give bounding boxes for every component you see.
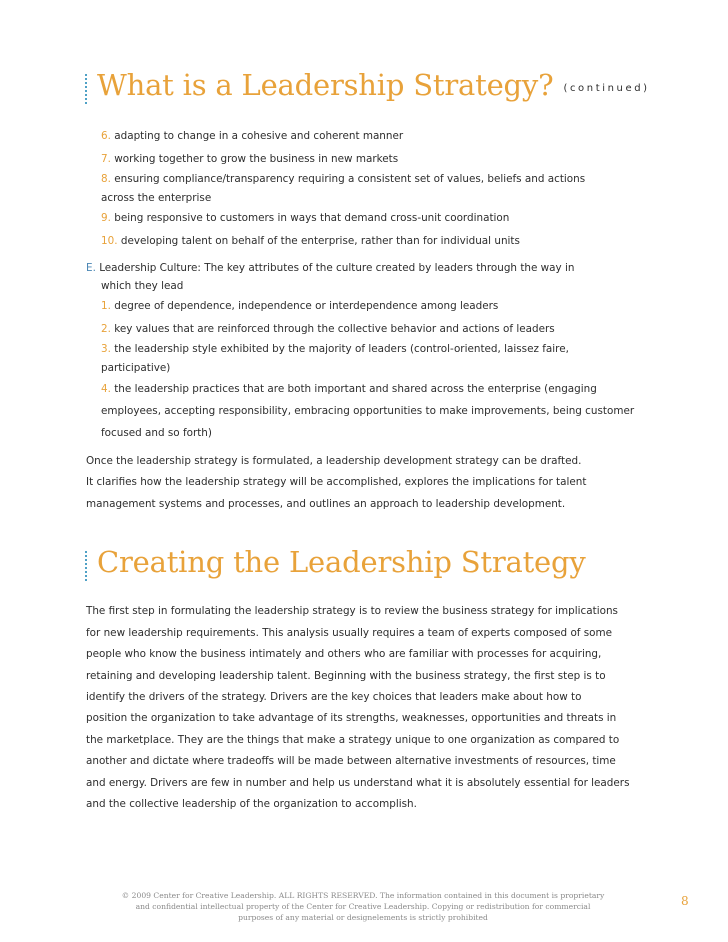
list-text: working together to grow the business in new markets [114, 153, 399, 165]
paragraph-line: and energy. Drivers are few in number and help us understand what it is absolutely essential for leaders [86, 777, 630, 789]
heading-title: Creating the Leadership Strategy [97, 545, 586, 579]
list-text: being responsive to customers in ways that demand cross-unit coordination [114, 212, 510, 224]
section-heading-leadership-strategy [85, 68, 650, 102]
list-number: 8. [101, 173, 111, 185]
footer-line: purposes of any material or designelements is strictly prohibited [238, 913, 488, 922]
copyright-footer [118, 890, 608, 923]
paragraph-line: people who know the business intimately and others who are familiar with processes for acquiring, [86, 648, 602, 660]
list-item-continuation: across the enterprise [101, 192, 212, 204]
footer-line: © 2009 Center for Creative Leadership. ALL RIGHTS RESERVED. The information contained in this document is proprietary [121, 891, 605, 900]
list-text: developing talent on behalf of the enterprise, rather than for individual units [120, 235, 520, 247]
list-text: adapting to change in a cohesive and coherent manner [114, 130, 404, 142]
list-item [101, 343, 569, 356]
list-item [101, 173, 585, 186]
list-item [101, 300, 498, 313]
list-text: degree of dependence, independence or interdependence among leaders [114, 300, 499, 312]
list-text: the leadership practices that are both important and shared across the enterprise (engaging [114, 383, 597, 395]
paragraph-line: It clarifies how the leadership strategy will be accomplished, explores the implications for talent [86, 476, 587, 488]
list-number: 1. [101, 300, 111, 312]
paragraph-line: and the collective leadership of the organization to accomplish. [86, 798, 417, 810]
paragraph-line: The first step in formulating the leadership strategy is to review the business strategy for implications [86, 605, 618, 617]
list-item [101, 212, 509, 225]
paragraph-line: management systems and processes, and outlines an approach to leadership development. [86, 498, 566, 510]
paragraph-line: position the organization to take advantage of its strengths, weaknesses, opportunities and threats in [86, 712, 617, 724]
list-item [101, 383, 597, 396]
page-number: 8 [681, 894, 689, 908]
paragraph-line: Once the leadership strategy is formulated, a leadership development strategy can be drafted. [86, 455, 582, 467]
list-number: 6. [101, 130, 111, 142]
dotted-rule-icon [85, 74, 90, 104]
section-e-continuation: which they lead [101, 280, 184, 292]
list-item-continuation: employees, accepting responsibility, embracing opportunities to make improvements, being customer [101, 405, 635, 417]
paragraph-line: identify the drivers of the strategy. Drivers are the key choices that leaders make about how to [86, 691, 582, 703]
dotted-rule-icon [85, 551, 90, 581]
list-item-continuation: participative) [101, 362, 171, 374]
paragraph-line: retaining and developing leadership talent. Beginning with the business strategy, the first step is to [86, 670, 606, 682]
section-letter: E. [86, 262, 96, 274]
heading-continued-label: (continued) [563, 83, 650, 94]
list-item-continuation: focused and so forth) [101, 427, 212, 439]
section-text: Leadership Culture: The key attributes of the culture created by leaders through the way in [99, 262, 575, 274]
footer-line: and confidential intellectual property of the Center for Creative Leadership. Copying or redistribution for commercial [135, 902, 591, 911]
section-heading-creating-strategy [85, 545, 586, 579]
list-number: 7. [101, 153, 111, 165]
list-item [101, 153, 398, 166]
list-number: 3. [101, 343, 111, 355]
paragraph-line: the marketplace. They are the things that make a strategy unique to one organization as compared to [86, 734, 620, 746]
list-item [101, 130, 403, 143]
section-e-title [86, 262, 574, 275]
list-number: 9. [101, 212, 111, 224]
heading-title: What is a Leadership Strategy? [97, 68, 554, 102]
list-number: 2. [101, 323, 111, 335]
list-item [101, 323, 555, 336]
paragraph-line: another and dictate where tradeoffs will be made between alternative investments of resources, time [86, 755, 616, 767]
list-text: ensuring compliance/transparency requiring a consistent set of values, beliefs and actions [114, 173, 586, 185]
list-text: key values that are reinforced through the collective behavior and actions of leaders [114, 323, 555, 335]
list-item [101, 235, 520, 248]
list-text: the leadership style exhibited by the majority of leaders (control-oriented, laissez faire, [114, 343, 569, 355]
paragraph-line: for new leadership requirements. This analysis usually requires a team of experts composed of some [86, 627, 613, 639]
list-number: 4. [101, 383, 111, 395]
list-number: 10. [101, 235, 118, 247]
